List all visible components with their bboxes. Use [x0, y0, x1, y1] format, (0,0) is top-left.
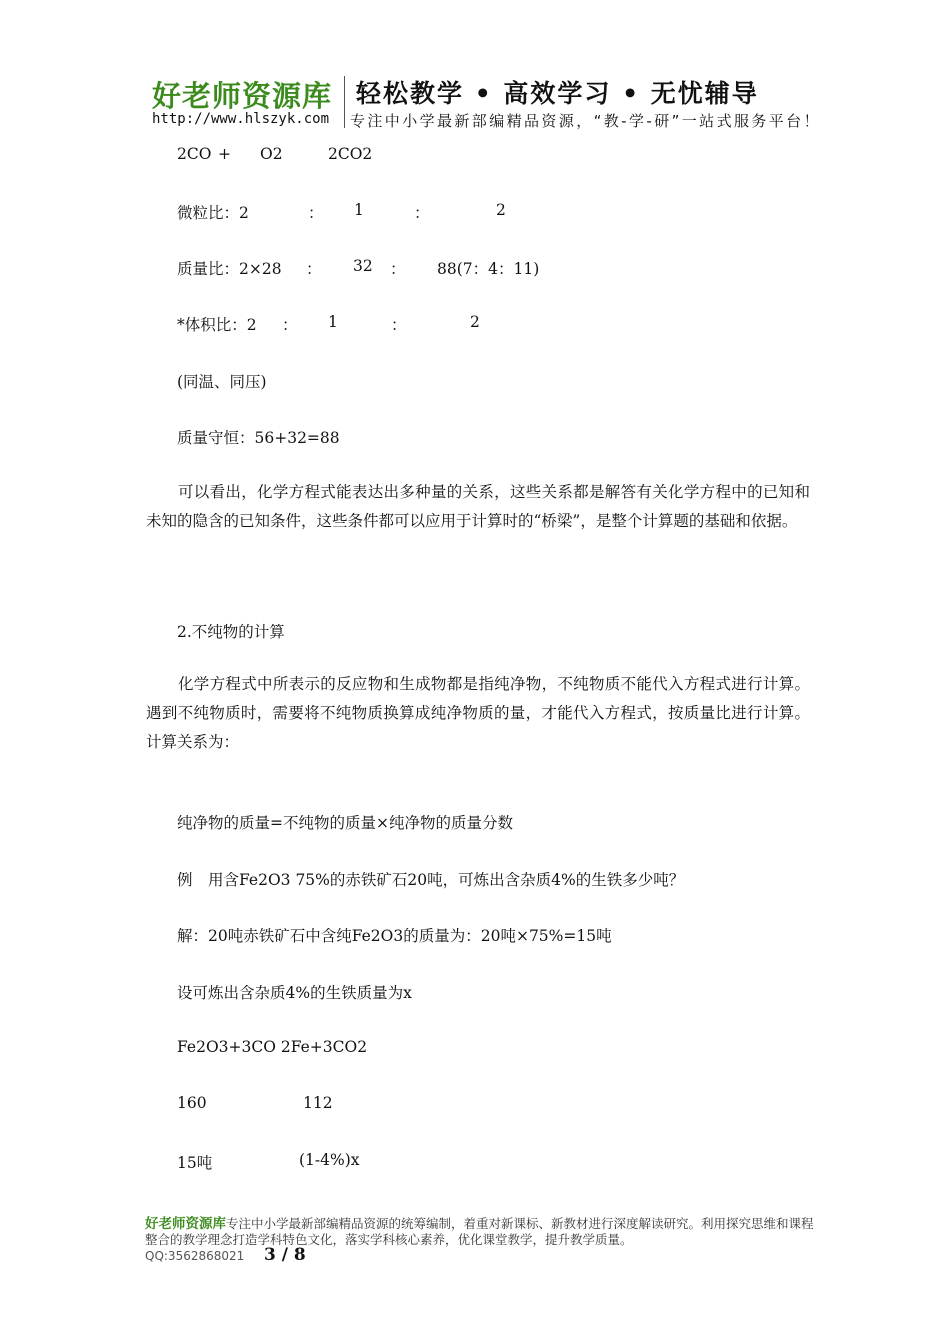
example-question: 例 用含Fe2O3 75%的赤铁矿石20吨，可炼出含杂质4%的生铁多少吨？	[177, 871, 685, 889]
page-number: 3 / 8	[264, 1245, 306, 1265]
paragraph-impure: 化学方程式中所表示的反应物和生成物都是指纯净物，不纯物质不能代入方程式进行计算。遇到不纯物质时，需要将不纯物质换算成纯净物质的量，才能代入方程式，按质量比进行计算。计算关系为：	[146, 675, 810, 751]
volume-ratio-colon-2: ：	[391, 316, 407, 334]
mass-iron-expression: (1-4%)x	[299, 1151, 360, 1169]
header-tagline: 专注中小学最新部编精品资源，“教-学-研”一站式服务平台！	[350, 112, 821, 130]
section-heading-impure: 2.不纯物的计算	[177, 623, 285, 641]
mass-ratio-co2: 88(7：4：11)	[437, 260, 540, 278]
footer-brand: 好老师资源库	[145, 1216, 226, 1232]
formula-pure-mass: 纯净物的质量=不纯物的质量×纯净物的质量分数	[177, 814, 513, 832]
header-url[interactable]: http://www.hlszyk.com	[152, 111, 330, 127]
eq-reactant-o2: O2	[260, 145, 283, 163]
footer-qq: QQ:3562868021	[145, 1249, 245, 1263]
mass-ratio-colon-2: ：	[390, 260, 406, 278]
mass-ratio-o2: 32	[353, 257, 373, 275]
eq-reactant-co: 2CO	[177, 145, 212, 163]
volume-ratio-co2: 2	[470, 313, 480, 331]
header-brand: 好老师资源库	[152, 79, 333, 113]
molar-mass-fe: 112	[303, 1094, 333, 1112]
footer-text: 专注中小学最新部编精品资源的统筹编制，着重对新课标、新教材进行深度解读研究。利用探究思维和课程整合的教学理念打造学科特色文化，落实学科核心素养，优化课堂教学，提升教学质量。	[145, 1216, 814, 1247]
mass-ratio-label: 质量比：2×28	[177, 260, 282, 278]
eq-product-co2: 2CO2	[328, 145, 373, 163]
volume-ratio-label: *体积比：2	[177, 316, 257, 334]
mass-conservation: 质量守恒：56+32=88	[177, 429, 340, 447]
particle-ratio-colon-1: ：	[308, 204, 324, 222]
mass-fe2o3-value: 15吨	[177, 1154, 213, 1172]
volume-ratio-o2: 1	[328, 313, 338, 331]
particle-ratio-co2: 2	[496, 201, 506, 219]
eq-plus: +	[218, 145, 231, 163]
same-condition-note: (同温、同压)	[177, 373, 267, 391]
volume-ratio-colon-1: ：	[282, 316, 298, 334]
paragraph-relations: 可以看出，化学方程式能表达出多种量的关系，这些关系都是解答有关化学方程中的已知和未知的隐含的已知条件，这些条件都可以应用于计算时的“桥梁”，是整个计算题的基础和依据。	[146, 483, 810, 530]
molar-mass-fe2o3: 160	[177, 1094, 207, 1112]
mass-ratio-colon-1: ：	[306, 260, 322, 278]
particle-ratio-o2: 1	[354, 201, 364, 219]
footer-description	[145, 1216, 817, 1247]
reaction-equation: Fe2O3+3CO 2Fe+3CO2	[177, 1038, 368, 1056]
solution-assumption: 设可炼出含杂质4%的生铁质量为x	[177, 984, 412, 1002]
solution-step-1: 解：20吨赤铁矿石中含纯Fe2O3的质量为：20吨×75%=15吨	[177, 927, 612, 945]
particle-ratio-colon-2: ：	[414, 204, 430, 222]
header-slogan: 轻松教学 • 高效学习 • 无忧辅导	[356, 79, 759, 108]
header-divider	[344, 76, 345, 128]
particle-ratio-label: 微粒比：2	[177, 204, 249, 222]
